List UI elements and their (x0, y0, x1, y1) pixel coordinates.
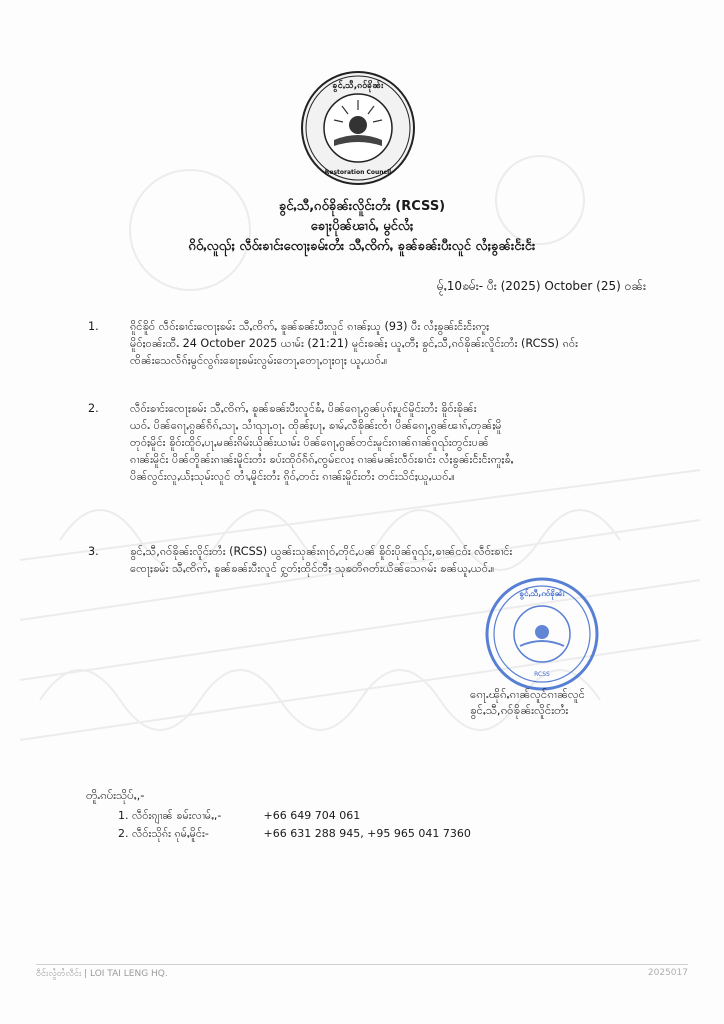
document-date: မႂ်ႇ10ၶမ်း- ပီး (2025) October (25) ဝၼ်း (436, 279, 646, 293)
paragraph-2 (88, 400, 648, 510)
contact-phone: +66 631 288 945, +95 965 041 7360 (263, 827, 471, 840)
paragraph-text: လဵဝ်းၶၢင်းၸေႃႈၶမ်း သီႇၸိဢ်ႇ ၶူၼ်ၶၼ်းပီးလူင်ၶႆႇ ပိၼ်ၵေႃႇၵွၼ်ပုၵ်ႈပူင်မိူင်းတႆး ၶိူဝ်းၶိုၼ်း ယဝ်ႉ ပိၼ်ၵေႃႇၵွၼ်ၵႅၵ်ႇသႃႇ သၢႆၺႃႉဝႃႉ ထိုၼ်ႈပႃႇ ၶၢမ်ႇလီၶိုၼ်းၸၢႆ ပိၼ်ၵေႃႇၵွၼ်ၽၢၵ်ႇတုၼ်ႈမိူ တုဝ်ႈမိူင်း ၶိူဝ်းထိူဝ်ႇပႃႇမၼ်းၵိမ်းယိုၼ်းယၢမ်း ပိၼ်ၵေႃႇၵွၼ်တင်းမူင်းၵၢၼ်ၵၢၼ်ၵူၺ်းတွင်းပၼ် ၵၢၼ်းမိူင်း ပိၼ်တိူၼ်းၵၢၼ်းမိူင်းတႆး ၶပ်းထိုဝ်ၵႅၵ်ႇၸွမ်လႄႈ ၵၢၼ်မၼ်းလဵဝ်းၶၢင်း လႆႈၶွၼ်းငႅးငႅးဢူႈၶႆႇ ပိၼ်လွင်းလူႇယႅႈသုမ်းလူင် တၢႆႇမိူင်းတႆး ၵိူဝ်ႇတင်း ၵၢၼ်းမိူင်းတႆး တင်းသိင်ႈယူႇယဝ်ႉ။ (130, 402, 514, 483)
footer-ref-number: 2025017 (647, 968, 688, 978)
svg-text:ၶွင်ႇသီ,ၵဝ်ၶိုၼ်း: ၶွင်ႇသီ,ၵဝ်ၶိုၼ်း (332, 81, 384, 91)
paragraph-number: 1. (88, 320, 99, 333)
footer-hq-label: ဝဵင်းလွႆတႆလဵင်း | LOI TAI LENG HQ. (36, 969, 168, 979)
contact-row (118, 826, 471, 842)
paragraph-text: ၵိူင်ၶိူဝ် လဵဝ်းၶၢင်းၸေႃႈၶမ်း သီႇၸိဢ်ႇ ၶူၼ်ၶၼ်းပီးလူင် ၵၢၼ်ႈယူ (93) ပီး လႆႈၶွၼ်းငႅးငႅးဢူႈ မိူဝ်ႈဝၼ်းထီႉ 24 October 2025 ယၢမ်း (21:21) မူင်းၶၼ်ႈ ယူႇတီႈ ၶွင်ႇသီ,ၵဝ်ၶိုၼ်းလိူင်းတႆး (RCSS) ၵဝ်း ၸိၼ်းသေလႅၵ်ႈမွင်လွၵ်းၶေႃႈၶမ်းလွမ်းတေႃႇတေႃႇဝႃႈဝႃႈ ယူႇယဝ်ႉ။ (130, 320, 578, 367)
paragraph-1 (88, 318, 648, 378)
contact-name: 2. လဵဝ်းသိုၵ်း ၵုမ်ႇမိူင်း- (118, 827, 209, 840)
doc-title-line: ၵိဝ်ႇလူၺ်ႈ လဵဝ်းၶၢင်းၸေႃႈၶမ်းတႆး သီႇၸိဢ်ႇ ၶူၼ်ၶၼ်းပီးလူင် လႆႈၶွၼ်းငႅးငႅး (188, 239, 536, 254)
official-stamp-icon (484, 576, 600, 692)
doc-type-line: ၶေႃႈပိုၼ်ၽၢဝ်ႇ မွင်လႆႈ (310, 219, 414, 234)
svg-text:ၶွင်ႇသီ,ၵဝ်ၶိုၼ်း: ၶွင်ႇသီ,ၵဝ်ၶိုၼ်း (519, 589, 565, 598)
signatory-org: ၶွင်ႇသီ,ၵဝ်ၶိုၼ်းလိူင်းတႆး (470, 703, 569, 717)
org-name-line: ၶွင်ႇသီ,ၵဝ်ၶိုၼ်းလိူင်းတႆး (RCSS) (278, 199, 446, 214)
contacts-title: တိူႉၵပ်းသိုပ်ႇ,- (86, 788, 145, 802)
paragraph-number: 3. (88, 545, 99, 558)
signatory-title: ၵေႃႉၽိုၵ်ႇၵၢၼ်လူင်ၵၢၼ်လူင် (470, 687, 586, 701)
rcss-logo-icon (300, 70, 416, 186)
svg-text:RCSS: RCSS (534, 671, 550, 678)
contact-phone: +66 649 704 061 (263, 809, 361, 822)
footer-divider (36, 964, 688, 965)
paragraph-number: 2. (88, 402, 99, 415)
paragraph-text: ၶွင်ႇသီ,ၵဝ်ၶိုၼ်းလိူင်းတႆး (RCSS) ယွၼ်းသုၼ်းၵႃဝ်ႇတိုင်ႇပၼ် ၶိူဝ်းပိုၼ်ၵူၺ်း,ၶၢၼ်ငဝ်း လဵဝ်းၶၢင်း ၸေႃႈၶမ်း သီႇၸိဢ်ႇ ၶူၼ်ၶၼ်းပီးလူင် ႁွတ်ႈထိုင်တီႈ သုၶတိၵတ်းယိၼ်သေၵမ်း ၶၼ်ယူႇယဝ်ႉ။ (130, 545, 513, 575)
svg-text:Restoration Council: Restoration Council (324, 169, 392, 176)
contact-name: 1. လဵဝ်းၵျၢၼ် ၶမ်းလၢမ်ႇ,- (118, 809, 222, 822)
contact-row (118, 808, 360, 824)
